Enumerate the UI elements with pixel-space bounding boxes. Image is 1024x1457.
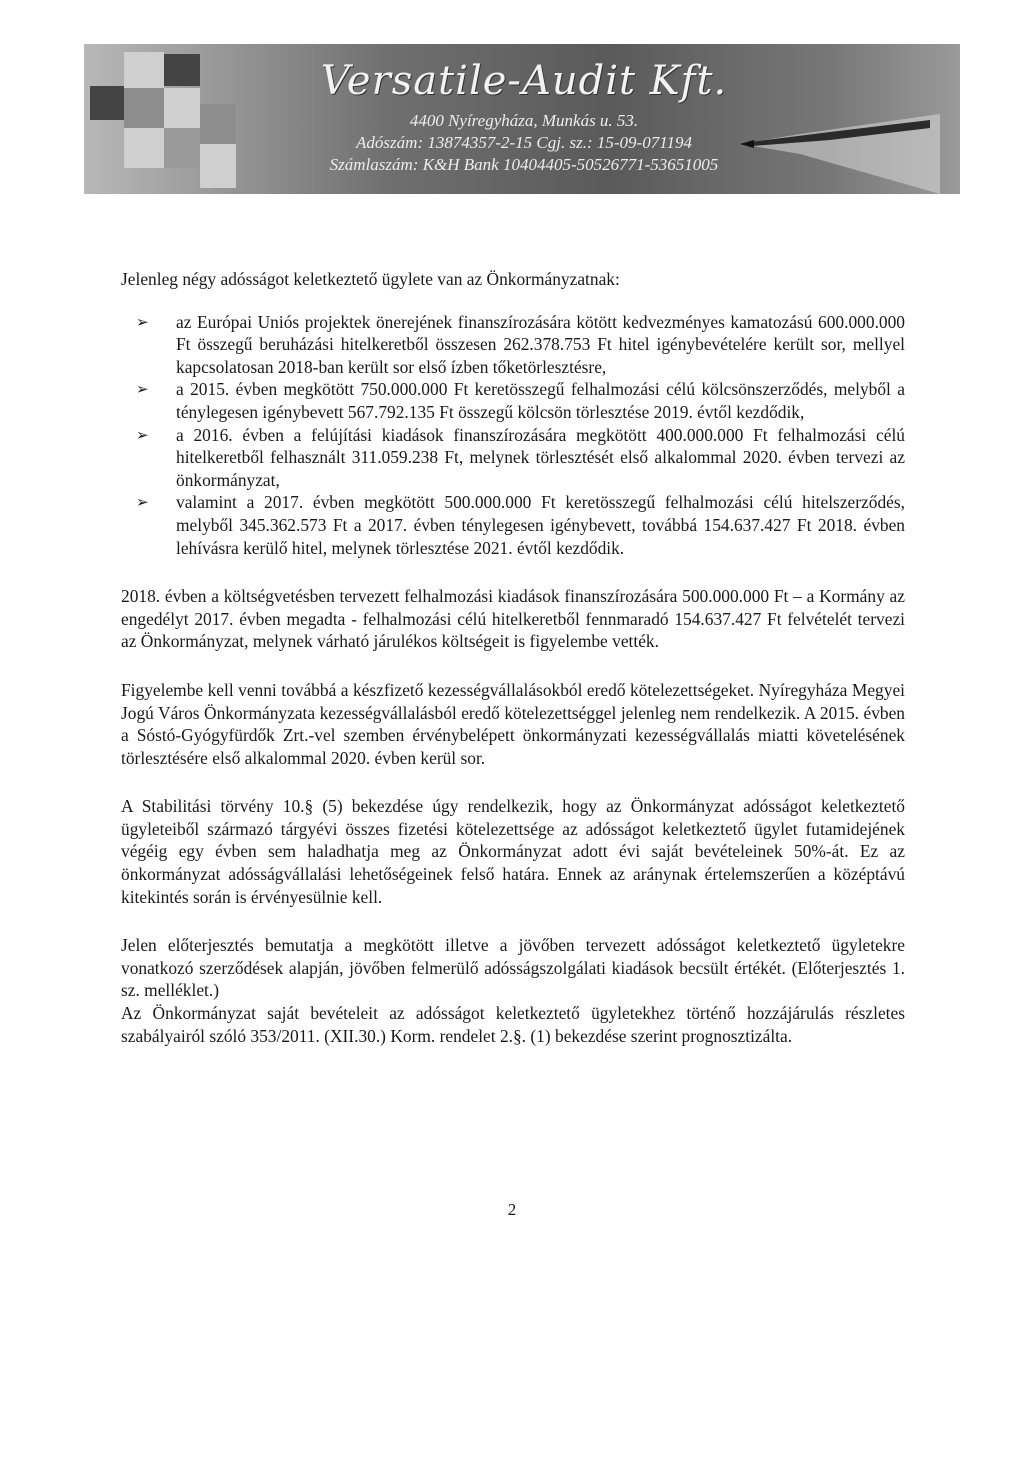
list-item-text: az Európai Uniós projektek önerejének finanszírozására kötött kedvezményes kamatozású 600.000.000 Ft összegű beruházási hitelkeretből összesen 262.378.753 Ft hitel igénybevételére került sor, mellyel kapcsolatosan 2018-ban került sor első ízben tőketörlesztésre,	[176, 311, 905, 377]
paragraph-proposal: Jelen előterjesztés bemutatja a megkötött illetve a jövőben tervezett adósságot keletkeztető ügyletekre vonatkozó szerződések alapján, jövőben felmerülő adósságszolgálati kiadások becsült értékét. (Előterjesztés 1. sz. melléklet.)	[121, 935, 905, 1001]
decor-square	[164, 88, 200, 128]
decor-square	[90, 86, 124, 120]
document-body	[121, 268, 905, 1047]
list-item-text: a 2015. évben megkötött 750.000.000 Ft keretösszegű felhalmozási célú kölcsönszerződés, melyből a ténylegesen igénybevett 567.792.135 Ft összegű kölcsön törlesztése 2019. évtől kezdődik,	[176, 379, 905, 422]
arrow-bullet-icon: ➢	[136, 425, 149, 444]
decor-square	[164, 128, 200, 168]
fountain-pen-icon	[740, 114, 940, 194]
list-item-text: valamint a 2017. évben megkötött 500.000.000 Ft keretösszegű felhalmozási célú hitelszerződés, melyből 345.362.573 Ft a 2017. évben ténylegesen igénybevett, továbbá 154.637.427 Ft 2018. évben lehívásra kerülő hitel, melynek törlesztése 2021. évtől kezdődik.	[176, 492, 905, 558]
decor-square	[164, 54, 200, 86]
company-logo: Versatile-Audit Kft.	[320, 58, 728, 104]
intro-text: Jelenleg négy adósságot keletkeztető ügylete van az Önkormányzatnak:	[121, 269, 620, 289]
decor-square	[124, 88, 164, 128]
decor-square	[200, 104, 236, 144]
decor-square	[124, 52, 164, 88]
decor-square	[200, 144, 236, 188]
paragraph-guarantees: Figyelembe kell venni továbbá a készfizető kezességvállalásokból eredő kötelezettségeket. Nyíregyháza Megyei Jogú Város Önkormányzata kezességvállalásból eredő kötelezettséggel jelenleg nem rendelkezik. A 2015. évben a Sóstó-Gyógyfürdők Zrt.-vel szemben érvénybelépett önkormányzati kezességvállalás miatti követelésének törlesztésére első alkalommal 2020. évben kerül sor.	[121, 679, 905, 768]
paragraph-loan-2018: 2018. évben a költségvetésben tervezett felhalmozási kiadások finanszírozására 500.000.000 Ft – a Kormány az engedélyt 2017. évben megadta - felhalmozási célú hitelkeretből fennmaradó 154.637.427 Ft felvételét tervezi az Önkormányzat, melynek várható járulékos költségeit is figyelembe vették.	[121, 586, 905, 652]
arrow-bullet-icon: ➢	[136, 312, 149, 331]
list-item	[121, 424, 905, 492]
decor-square	[124, 128, 164, 168]
arrow-bullet-icon: ➢	[136, 380, 149, 399]
page-number: 2	[507, 1200, 517, 1219]
arrow-bullet-icon: ➢	[136, 493, 149, 512]
bank-line: Számlaszám: K&H Bank 10404405-50526771-53651005	[329, 155, 719, 174]
list-item-text: a 2016. évben a felújítási kiadások finanszírozására megkötött 400.000.000 Ft felhalmozási célú hitelkeretből felhasznált 311.059.238 Ft, melynek törlesztését első alkalommal 2020. évben tervezi az önkormányzat,	[176, 424, 905, 490]
company-details	[264, 110, 784, 176]
debt-list	[121, 311, 905, 560]
list-item	[121, 378, 905, 423]
paragraph-stability-law: A Stabilitási törvény 10.§ (5) bekezdése úgy rendelkezik, hogy az Önkormányzat adósságot keletkeztető ügyleteiből származó tárgyévi összes fizetési kötelezettsége az adósságot keletkeztető ügylet futamidejének végéig egy évben sem haladhatja meg az Önkormányzat adott évi saját bevételeinek 50%-át. Ez az önkormányzat adósságvállalási lehetőségeinek felső határa. Ennek az aránynak értelemszerűen a középtávú kitekintés során is érvényesülnie kell.	[121, 796, 905, 907]
list-item	[121, 311, 905, 379]
letterhead-banner	[84, 44, 960, 194]
paragraph-forecast: Az Önkormányzat saját bevételeit az adósságot keletkeztető ügyletekhez történő hozzájárulás részletes szabályairól szóló 353/2011. (XII.30.) Korm. rendelet 2.§. (1) bekezdése szerint prognosztizálta.	[121, 1003, 905, 1046]
tax-line: Adószám: 13874357-2-15 Cgj. sz.: 15-09-071194	[356, 133, 692, 152]
list-item	[121, 491, 905, 559]
address-line: 4400 Nyíregyháza, Munkás u. 53.	[409, 111, 639, 130]
